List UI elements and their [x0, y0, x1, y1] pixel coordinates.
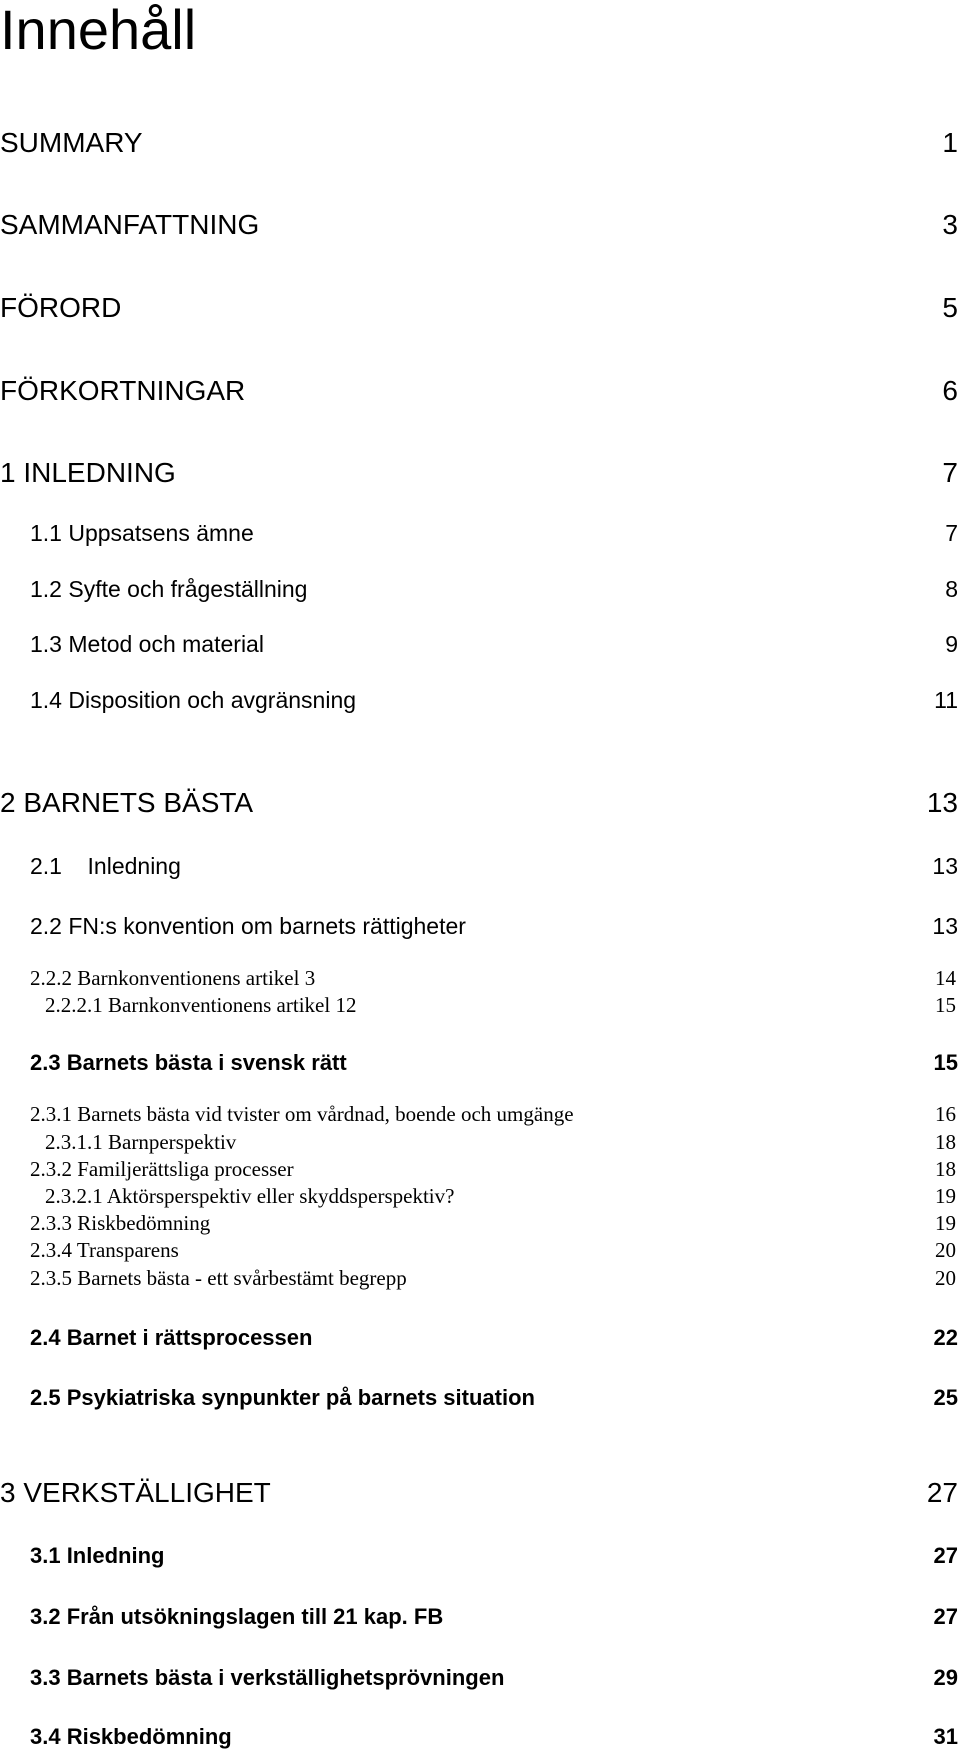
- toc-entry-section-2-3[interactable]: [0, 1049, 960, 1077]
- toc-entry-section-1-4[interactable]: [0, 686, 960, 714]
- toc-entry-label: 2.5 Psykiatriska synpunkter på barnets situation: [30, 1385, 535, 1410]
- toc-entry-page: 27: [933, 1543, 958, 1568]
- toc-entry-section-2-3-3[interactable]: [0, 1211, 960, 1235]
- toc-entry-label: 1.3 Metod och material: [30, 631, 264, 657]
- toc-entry-label: 2.1 Inledning: [30, 853, 181, 879]
- toc-entry-page: 20: [935, 1238, 956, 1262]
- toc-entry-section-2-3-1[interactable]: [0, 1102, 960, 1126]
- toc-entry-page: 3: [942, 209, 958, 240]
- toc-entry-label: 2.2.2.1 Barnkonventionens artikel 12: [45, 993, 357, 1017]
- toc-entry-section-2-3-2[interactable]: [0, 1157, 960, 1181]
- toc-entry-section-1-3[interactable]: [0, 630, 960, 658]
- page-title: Innehåll: [0, 0, 197, 61]
- toc-entry-page: 9: [945, 631, 958, 657]
- toc-entry-chapter-1[interactable]: [0, 456, 960, 490]
- toc-entry-page: 25: [933, 1385, 958, 1410]
- toc-entry-page: 13: [932, 853, 958, 879]
- toc-entry-section-2-5[interactable]: [0, 1384, 960, 1412]
- toc-entry-page: 14: [935, 966, 956, 990]
- toc-entry-chapter-3[interactable]: [0, 1476, 960, 1510]
- toc-entry-label: SUMMARY: [0, 127, 143, 158]
- toc-entry-forord[interactable]: [0, 291, 960, 325]
- toc-entry-page: 16: [935, 1102, 956, 1126]
- toc-entry-page: 7: [945, 520, 958, 546]
- toc-entry-section-3-3[interactable]: [0, 1664, 960, 1692]
- toc-entry-label: SAMMANFATTNING: [0, 209, 260, 240]
- toc-entry-label: 2.3.3 Riskbedömning: [30, 1211, 211, 1235]
- toc-entry-section-2-3-2-1[interactable]: [0, 1184, 960, 1208]
- toc-entry-section-2-3-4[interactable]: [0, 1238, 960, 1262]
- toc-entry-label: FÖRORD: [0, 292, 122, 323]
- toc-entry-section-3-2[interactable]: [0, 1603, 960, 1631]
- toc-entry-section-1-2[interactable]: [0, 575, 960, 603]
- toc-entry-label: 2.2.2 Barnkonventionens artikel 3: [30, 966, 316, 990]
- toc-entry-page: 1: [942, 127, 958, 158]
- toc-entry-page: 7: [942, 457, 958, 488]
- toc-entry-label: 2.3.4 Transparens: [30, 1238, 179, 1262]
- toc-entry-label: 2.3.1.1 Barnperspektiv: [45, 1130, 237, 1154]
- toc-entry-label: 2.4 Barnet i rättsprocessen: [30, 1325, 313, 1350]
- toc-entry-section-3-4[interactable]: [0, 1723, 960, 1751]
- toc-entry-label: 2.3.2.1 Aktörsperspektiv eller skyddsperspektiv?: [45, 1184, 455, 1208]
- toc-entry-page: 8: [945, 576, 958, 602]
- toc-entry-page: 15: [935, 993, 956, 1017]
- toc-entry-label: 1 INLEDNING: [0, 457, 176, 488]
- toc-entry-page: 19: [935, 1211, 956, 1235]
- toc-entry-page: 22: [933, 1325, 958, 1350]
- toc-entry-page: 15: [933, 1050, 958, 1075]
- toc-entry-section-1-1[interactable]: [0, 519, 960, 547]
- toc-entry-label: 2.2 FN:s konvention om barnets rättigheter: [30, 913, 466, 939]
- toc-entry-section-2-2-2[interactable]: [0, 966, 960, 990]
- toc-entry-label: FÖRKORTNINGAR: [0, 375, 246, 406]
- toc-entry-label: 3 VERKSTÄLLIGHET: [0, 1477, 271, 1508]
- toc-entry-page: 18: [935, 1157, 956, 1181]
- toc-entry-page: 6: [942, 375, 958, 406]
- toc-entry-page: 31: [933, 1724, 958, 1749]
- toc-entry-page: 13: [926, 787, 958, 818]
- toc-entry-page: 27: [933, 1604, 958, 1629]
- toc-entry-label: 2.3 Barnets bästa i svensk rätt: [30, 1050, 347, 1075]
- toc-entry-section-2-3-1-1[interactable]: [0, 1130, 960, 1154]
- toc-entry-label: 2.3.1 Barnets bästa vid tvister om vårdnad, boende och umgänge: [30, 1102, 574, 1126]
- toc-entry-forkortningar[interactable]: [0, 374, 960, 408]
- toc-entry-section-2-3-5[interactable]: [0, 1266, 960, 1290]
- toc-entry-page: 5: [942, 292, 958, 323]
- toc-entry-label: 2 BARNETS BÄSTA: [0, 787, 254, 818]
- toc-entry-sammanfattning[interactable]: [0, 208, 960, 242]
- toc-entry-label: 3.4 Riskbedömning: [30, 1724, 232, 1749]
- toc-entry-label: 3.2 Från utsökningslagen till 21 kap. FB: [30, 1604, 444, 1629]
- toc-entry-section-2-2[interactable]: [0, 912, 960, 940]
- toc-entry-page: 29: [933, 1665, 958, 1690]
- toc-entry-label: 1.2 Syfte och frågeställning: [30, 576, 308, 602]
- toc-entry-section-3-1[interactable]: [0, 1542, 960, 1570]
- toc-entry-page: 19: [935, 1184, 956, 1208]
- toc-entry-chapter-2[interactable]: [0, 786, 960, 820]
- toc-entry-page: 20: [935, 1266, 956, 1290]
- toc-entry-summary[interactable]: [0, 126, 960, 160]
- toc-entry-page: 13: [932, 913, 958, 939]
- toc-entry-section-2-1[interactable]: [0, 852, 960, 880]
- toc-entry-label: 1.4 Disposition och avgränsning: [30, 687, 357, 713]
- toc-entry-page: 27: [926, 1477, 958, 1508]
- toc-entry-label: 3.1 Inledning: [30, 1543, 165, 1568]
- toc-entry-label: 1.1 Uppsatsens ämne: [30, 520, 254, 546]
- toc-entry-page: 11: [934, 687, 958, 713]
- toc-entry-label: 2.3.5 Barnets bästa - ett svårbestämt begrepp: [30, 1266, 407, 1290]
- toc-entry-label: 3.3 Barnets bästa i verkställighetsprövningen: [30, 1665, 505, 1690]
- toc-entry-label: 2.3.2 Familjerättsliga processer: [30, 1157, 294, 1181]
- toc-entry-page: 18: [935, 1130, 956, 1154]
- toc-entry-section-2-2-2-1[interactable]: [0, 993, 960, 1017]
- toc-entry-section-2-4[interactable]: [0, 1324, 960, 1352]
